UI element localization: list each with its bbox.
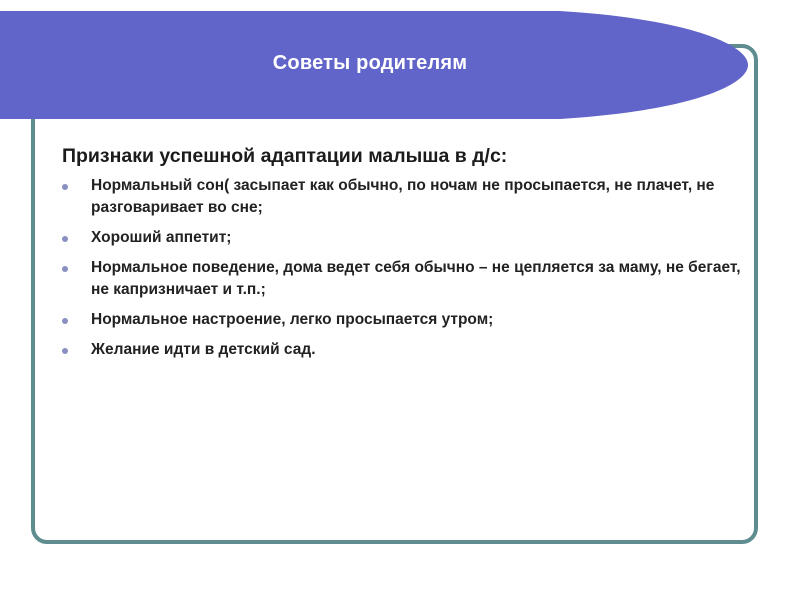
- bullet-dot-icon: [62, 266, 68, 272]
- bullet-dot-icon: [62, 184, 68, 190]
- list-item-text: Нормальное поведение, дома ведет себя обычно – не цепляется за маму, не бегает, не капризничает и т.п.;: [91, 259, 741, 298]
- content-heading: Признаки успешной адаптации малыша в д/с:: [62, 145, 508, 167]
- bullet-list: [62, 175, 742, 361]
- list-item-text: Хороший аппетит;: [91, 229, 232, 246]
- list-item: [62, 227, 742, 249]
- slide-content: [62, 143, 742, 369]
- list-item-text: Желание идти в детский сад.: [91, 341, 316, 358]
- slide-title: Советы родителям: [272, 51, 468, 74]
- list-item: [62, 339, 742, 361]
- list-item: [62, 257, 742, 301]
- list-item-text: Нормальное настроение, легко просыпается утром;: [91, 311, 494, 328]
- bullet-dot-icon: [62, 236, 68, 242]
- list-item: [62, 175, 742, 219]
- bullet-dot-icon: [62, 348, 68, 354]
- bullet-dot-icon: [62, 318, 68, 324]
- list-item: [62, 309, 742, 331]
- list-item-text: Нормальный сон( засыпает как обычно, по ночам не просыпается, не плачет, не разговаривает во сне;: [91, 177, 715, 216]
